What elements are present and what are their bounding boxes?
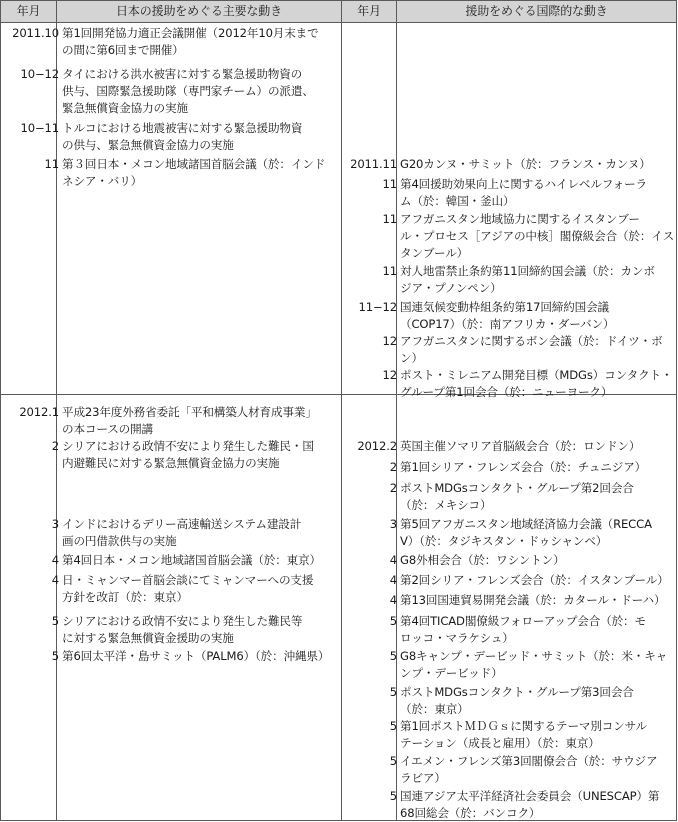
entry-text: 国連アジア太平洋経済社会委員会（UNESCAP）第 68回総会（於：バンコク）	[400, 789, 660, 820]
entry-month: 5	[389, 685, 397, 699]
entry-text: インドにおけるデリー高速輸送システム建設計 画の円借款供与の実施	[62, 517, 302, 548]
entry-month: 10−11	[20, 121, 59, 135]
header-intl-title: 援助をめぐる国際的な動き	[465, 4, 608, 18]
entry-month: 3	[51, 517, 59, 531]
entry-month: 12	[382, 334, 397, 348]
entry-text: 平成23年度外務省委託「平和構築人材育成事業」 の本コースの開講	[62, 405, 317, 436]
entry-text: 対人地雷禁止条約第11回締約国会議（於：カンボ ジア・プノンペン）	[400, 264, 655, 295]
entry-text: タイにおける洪水被害に対する緊急援助物資の 供与、国際緊急援助隊（専門家チーム）の派遣、 緊急無償資金協力の実施	[62, 67, 314, 115]
entry-text: ポスト・ミレニアム開発目標（MDGs）コンタクト・ グループ第1回会合（於：ニューヨーク）	[400, 368, 673, 399]
entry-month: 12	[382, 368, 397, 382]
entry-text: G8外相会合（於：ワシントン）	[400, 553, 565, 567]
entry-month: 5	[389, 754, 397, 768]
entry-text: 第4回日本・メコン地域諸国首脳会議（於：東京）	[62, 553, 321, 567]
entry-month: 4	[389, 573, 397, 587]
header-month-right: 年月	[357, 4, 381, 18]
entry-text: アフガニスタンに関するボン会議（於：ドイツ・ボ ン）	[400, 334, 663, 365]
entry-month: 2012.1	[19, 405, 59, 419]
entry-text: 第4回TICAD閣僚級フォローアップ会合（於：モ ロッコ・マラケシュ）	[400, 614, 646, 645]
entry-text: ポストMDGsコンタクト・グループ第2回会合 （於：メキシコ）	[400, 481, 634, 512]
entry-month: 10−12	[20, 67, 59, 81]
entry-month: 4	[51, 573, 59, 587]
entry-text: G20カンヌ・サミット（於：フランス・カンヌ）	[400, 157, 651, 171]
entry-text: 第6回太平洋・島サミット（PALM6）（於：沖縄県）	[62, 649, 330, 663]
entry-text: イエメン・フレンズ第3回閣僚会合（於：サウジア ラビア）	[400, 754, 658, 785]
entry-month: 5	[389, 789, 397, 803]
entry-text: 国連気候変動枠組条約第17回締約国会議 （COP17）（於：南アフリカ・ダーバン）	[400, 300, 615, 331]
entry-text: 第2回シリア・フレンズ会合（於：イスタンブール）	[400, 573, 669, 587]
entry-month: 4	[389, 553, 397, 567]
entry-month: 5	[389, 614, 397, 628]
entry-text: 第３回日本・メコン地域諸国首脳会議（於：インド ネシア・バリ）	[62, 157, 326, 188]
entry-month: 3	[389, 517, 397, 531]
entry-month: 5	[51, 649, 59, 663]
entry-month: 2	[51, 439, 59, 453]
entry-month: 2011.11	[350, 157, 397, 171]
entry-month: 5	[389, 649, 397, 663]
entry-text: 第1回ポストＭＤＧｓに関するテーマ別コンサル テーション（成長と雇用）（於：東京）	[400, 719, 647, 750]
entry-text: シリアにおける政情不安により発生した難民・国 内避難民に対する緊急無償資金協力の実施	[62, 439, 314, 470]
entry-month: 4	[51, 553, 59, 567]
entry-month: 11	[382, 177, 397, 191]
table-header	[1, 1, 676, 23]
entry-month: 5	[389, 719, 397, 733]
header-japan-title: 日本の援助をめぐる主要な動き	[116, 4, 282, 18]
entry-text: アフガニスタン地域協力に関するイスタンブー ル・プロセス［アジアの中核］閣僚級会合（於：イス タンブール）	[400, 212, 675, 260]
entry-text: G8キャンプ・デービッド・サミット（於：米・キャ ンプ・デービッド）	[400, 649, 668, 680]
entry-month: 2011.10	[12, 26, 59, 40]
entry-text: 第13回国連貿易開発会議（於：カタール・ドーハ）	[400, 593, 666, 607]
column-divider	[341, 1, 342, 820]
entry-text: 第1回開発協力適正会議開催（2012年10月末まで の間に第6回まで開催）	[62, 26, 319, 57]
entry-month: 2012.2	[357, 439, 397, 453]
entry-text: 第4回援助効果向上に関するハイレベルフォーラ ム（於：韓国・釜山）	[400, 177, 647, 208]
entry-text: 第5回アフガニスタン地域経済協力会議（RECCA V）（於：タジキスタン・ドゥシャンベ）	[400, 517, 652, 548]
entry-month: 4	[389, 593, 397, 607]
entry-text: ポストMDGsコンタクト・グループ第3回会合 （於：東京）	[400, 685, 634, 716]
entry-month: 2	[389, 481, 397, 495]
entry-text: 第1回シリア・フレンズ会合（於：チュニジア）	[400, 460, 647, 474]
entry-month: 5	[51, 614, 59, 628]
entry-month: 11−12	[358, 300, 397, 314]
entry-month: 11	[382, 264, 397, 278]
entry-text: 日・ミャンマー首脳会談にてミャンマーへの支援 方針を改訂（於：東京）	[62, 573, 314, 604]
entry-text: トルコにおける地震被害に対する緊急援助物資 の供与、緊急無償資金協力の実施	[62, 121, 303, 152]
entry-text: シリアにおける政情不安により発生した難民等 に対する緊急無償資金援助の実施	[62, 614, 303, 645]
header-month-left: 年月	[16, 4, 41, 18]
entry-month: 11	[44, 157, 59, 171]
entry-text: 英国主催ソマリア首脳級会合（於：ロンドン）	[400, 439, 641, 453]
entry-month: 2	[389, 460, 397, 474]
entry-month: 11	[382, 212, 397, 226]
